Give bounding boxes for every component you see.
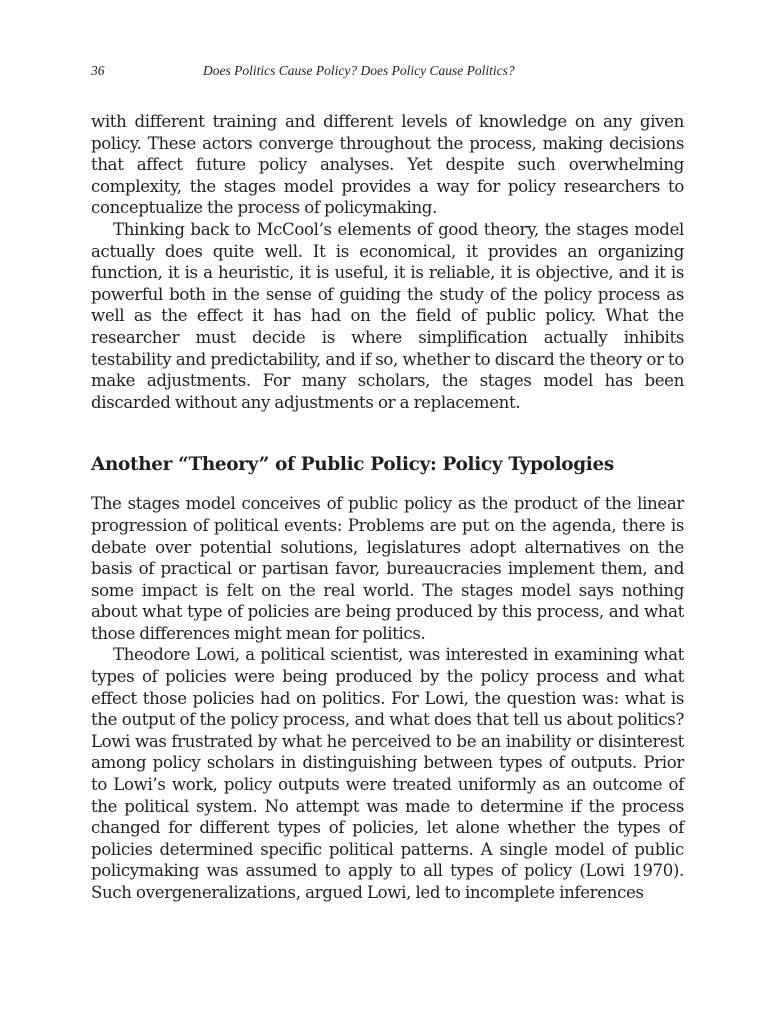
paragraph-mccool-theory: Thinking back to McCool’s elements of good theory, the stages model actually does quite well. It is economical, it provides an organizing function, it is a heuristic, it is useful, it is reliable, it is objective, and it is powerful both in the sense of guiding the study of the policy process as well as the effect it has had on the field of public policy. What the researcher must decide is where simplification actually inhibits testability and predictability, and if so, whether to discard the theory or to make adjustments. For many scholars, the stages model has been discarded without any adjustments or a replacement. (91, 219, 684, 412)
section-heading: Another “Theory” of Public Policy: Policy Typologies (91, 454, 614, 476)
page-body (91, 111, 684, 904)
paragraph-lowi: Theodore Lowi, a political scientist, was interested in examining what types of policies were being produced by the policy process and what effect those policies had on politics. For Lowi, the question was: what is the output of the policy process, and what does that tell us about politics? Lowi was frustrated by what he perceived to be an inability or disinterest among policy scholars in distinguishing between types of outputs. Prior to Lowi’s work, policy outputs were treated uniformly as an outcome of the political system. No attempt was made to determine if the process changed for different types of policies, let alone whether the types of policies determined specific political patterns. A single model of public policymaking was assumed to apply to all types of policy (Lowi 1970). Such overgeneralizations, argued Lowi, led to incomplete inferences (91, 645, 684, 902)
page-number: 36 (91, 63, 105, 78)
running-head: Does Politics Cause Policy? Does Policy Cause Politics? (203, 63, 515, 78)
paragraph-stages-model: The stages model conceives of public policy as the product of the linear progression of political events: Problems are put on the agenda, there is debate over potential solutions, legislatures adopt alternatives on the basis of practical or partisan favor, bureaucracies implement them, and some impact is felt on the real world. The stages model says nothing about what type of policies are being produced by this process, and what those differences might mean for politics. (91, 494, 684, 643)
paragraph-continued: with different training and different levels of knowledge on any given policy. These actors converge throughout the process, making decisions that affect future policy analyses. Yet despite such overwhelming complexity, the stages model provides a way for policy researchers to conceptualize the process of policymaking. (91, 112, 684, 218)
